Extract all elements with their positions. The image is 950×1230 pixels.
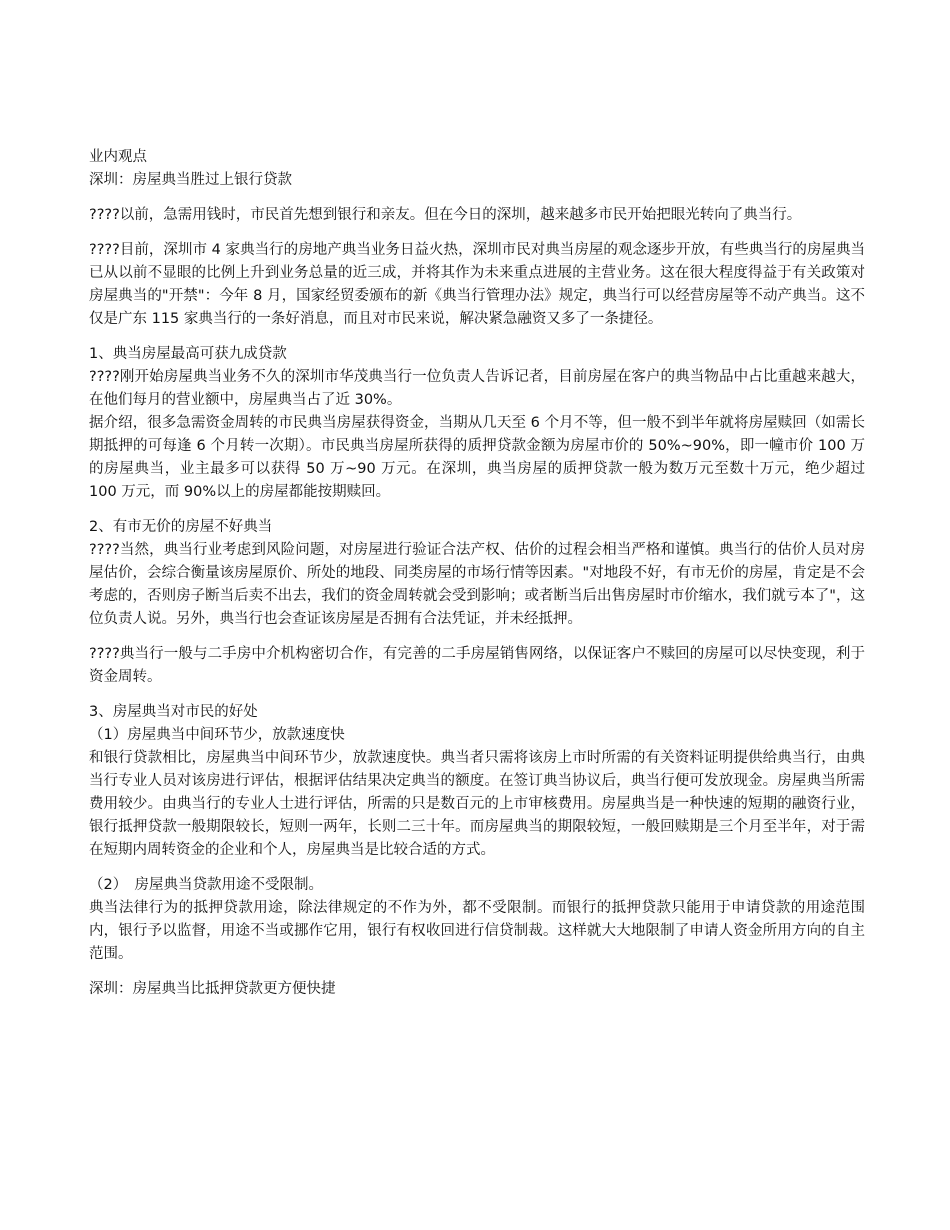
subsection-2-heading: （2） 房屋典当贷款用途不受限制。 (89, 877, 323, 893)
closing-title: 深圳：房屋典当比抵押贷款更方便快捷 (89, 981, 336, 997)
intro-paragraph-2: ????目前，深圳市 4 家典当行的房地产典当业务日益火热，深圳市民对典当房屋的观念逐步开放，有些典当行的房屋典当已从以前不显眼的比例上升到业务总量的近三成，并将其作为未来重点进展的主营业务。这在很大程度得益于有关政策对房屋典当的"开禁"：今年 8 月，国家经贸委颁布的新《典当行管理办法》规定，典当行可以经营房屋等不动产典当。这不仅是广东 115 家典当行的一条好消息，而且对市民来说，解决紧急融资又多了一条捷径。 (89, 242, 865, 327)
subsection-2-paragraph: 典当法律行为的抵押贷款用途，除法律规定的不作为外，都不受限制。而银行的抵押贷款只能用于申请贷款的用途范围内，银行予以监督，用途不当或挪作它用，银行有权收回进行信贷制裁。这样就大大地限制了申请人资金所用方向的自主范围。 (89, 900, 865, 962)
section-1-paragraph-2: 据介绍，很多急需资金周转的市民典当房屋获得资金，当期从几天至 6 个月不等，但一般不到半年就将房屋赎回（如需长期抵押的可每逢 6 个月转一次期）。市民典当房屋所获得的质押贷款金额为房屋市价的 50%~90%，即一幢市价 100 万的房屋典当，业主最多可以获得 50 万~90 万元。在深圳，典当房屋的质押贷款一般为数万元至数十万元，绝少超过 100 万元，而 90%以上的房屋都能按期赎回。 (89, 415, 865, 500)
section-2-paragraph-2: ????典当行一般与二手房中介机构密切合作，有完善的二手房屋销售网络，以保证客户不赎回的房屋可以尽快变现，利于资金周转。 (89, 646, 865, 685)
article-title: 深圳：房屋典当胜过上银行贷款 (89, 172, 292, 188)
section-1-heading: 1、典当房屋最高可获九成贷款 (89, 346, 287, 362)
intro-paragraph-1: ????以前，急需用钱时，市民首先想到银行和亲友。但在今日的深圳，越来越多市民开始把眼光转向了典当行。 (89, 207, 802, 223)
section-1-paragraph-1: ????刚开始房屋典当业务不久的深圳市华茂典当行一位负责人告诉记者，目前房屋在客户的典当物品中占比重越来越大，在他们每月的营业额中，房屋典当占了近 30%。 (89, 369, 865, 408)
subsection-1-heading: （1）房屋典当中间环节少，放款速度快 (89, 727, 345, 743)
section-label: 业内观点 (89, 149, 147, 165)
document-page (89, 146, 865, 1001)
section-2-heading: 2、有市无价的房屋不好典当 (89, 519, 273, 535)
section-2-paragraph-1: ????当然，典当行业考虑到风险问题，对房屋进行验证合法产权、估价的过程会相当严格和谨慎。典当行的估价人员对房屋估价，会综合衡量该房屋原价、所处的地段、同类房屋的市场行情等因素。"对地段不好，有市无价的房屋，肯定是不会考虑的，否则房子断当后卖不出去，我们的资金周转就会受到影响；或者断当后出售房屋时市价缩水，我们就亏本了"，这位负责人说。另外，典当行也会查证该房屋是否拥有合法凭证，并未经抵押。 (89, 542, 865, 627)
subsection-1-paragraph: 和银行贷款相比，房屋典当中间环节少，放款速度快。典当者只需将该房上市时所需的有关资料证明提供给典当行，由典当行专业人员对该房进行评估，根据评估结果决定典当的额度。在签订典当协议后，典当行便可发放现金。房屋典当所需费用较少。由典当行的专业人士进行评估，所需的只是数百元的上市审核费用。房屋典当是一种快速的短期的融资行业，银行抵押贷款一般期限较长，短则一两年，长则二三十年。而房屋典当的期限较短，一般回赎期是三个月至半年，对于需在短期内周转资金的企业和个人，房屋典当是比较合适的方式。 (89, 750, 865, 858)
section-3-heading: 3、房屋典当对市民的好处 (89, 704, 258, 720)
